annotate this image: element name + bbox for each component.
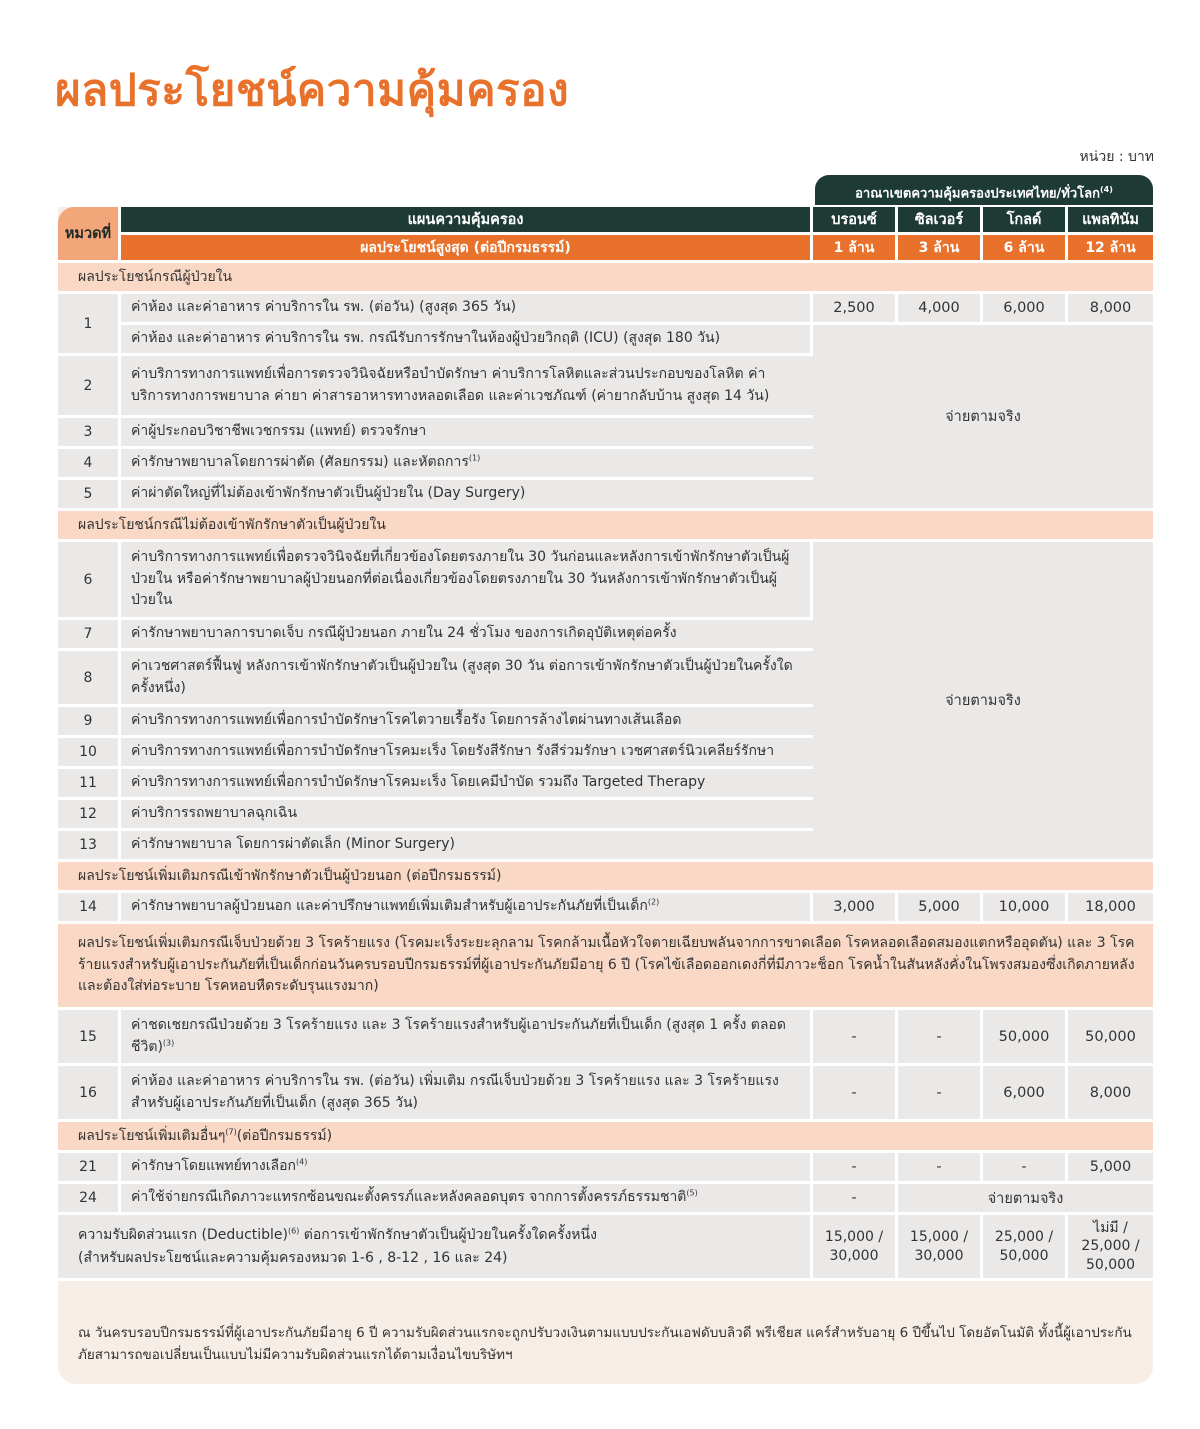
plan-silver: ซิลเวอร์ [898, 207, 983, 235]
row-description-text: ค่ารักษาพยาบาลผู้ป่วยนอก และค่าปรึกษาแพทย์เพิ่มเติมสำหรับผู้เอาประกันภัยที่เป็นเด็ก [131, 898, 648, 915]
section-header [58, 263, 1153, 294]
deductible-label-rest: ต่อการเข้าพักรักษาตัวเป็นผู้ป่วยในครั้งใดครั้งหนึ่ง [299, 1227, 597, 1244]
row-number: 16 [58, 1066, 121, 1122]
row-description-text: ค่ารักษาโดยแพทย์ทางเลือก [131, 1158, 296, 1175]
row-number: 11 [58, 769, 121, 800]
value-gold: 6,000 [983, 1066, 1068, 1122]
row-description: ค่ารักษาพยาบาลการบาดเจ็บ กรณีผู้ป่วยนอก ภายใน 24 ชั่วโมง ของการเกิดอุบัติเหตุต่อครั้ง [121, 620, 813, 651]
section-outpatient-extra: ผลประโยชน์เพิ่มเติมกรณีเข้าพักรักษาตัวเป็นผู้ป่วยนอก (ต่อปีกรมธรรม์) [58, 862, 1153, 893]
benefit-table [58, 207, 1153, 1281]
footnote-mark: (4) [1099, 185, 1113, 194]
row-number: 21 [58, 1153, 121, 1184]
table-row [58, 1153, 1153, 1184]
row-description-text: ค่าชดเชยกรณีป่วยด้วย 3 โรคร้ายแรง และ 3 โรคร้ายแรงสำหรับผู้เอาประกันภัยที่เป็นเด็ก (สูงสุด 1 ครั้ง ตลอดชีวิต) [131, 1016, 786, 1055]
value-silver: 4,000 [898, 294, 983, 325]
deductible-description [58, 1215, 813, 1281]
table-row [58, 1066, 1153, 1122]
plan-header-row [58, 207, 1153, 235]
row-description: ค่าบริการทางการแพทย์เพื่อการตรวจวินิจฉัยหรือบำบัดรักษา ค่าบริการโลหิตและส่วนประกอบของโลหิต ค่าบริการทางการพยาบาล ค่ายา ค่าสารอาหารทางหลอดเลือด และค่าเวชภัณฑ์ (ค่ายากลับบ้าน สูงสุด 14 วัน) [121, 356, 813, 418]
row-number: 1 [58, 294, 121, 356]
deductible-value: ไม่มี / [1093, 1220, 1128, 1237]
value-bronze: 3,000 [813, 893, 898, 924]
deductible-value: 50,000 [999, 1247, 1049, 1264]
row-description: ค่าห้อง และค่าอาหาร ค่าบริการใน รพ. กรณีรับการรักษาในห้องผู้ป่วยวิกฤติ (ICU) (สูงสุด 180 วัน) [121, 325, 813, 356]
deductible-line-1 [78, 1224, 800, 1246]
actual-cost-cell: จ่ายตามจริง [898, 1184, 1153, 1215]
value-platinum: 18,000 [1068, 893, 1153, 924]
row-number: 24 [58, 1184, 121, 1215]
row-description: ค่าผู้ประกอบวิชาชีพเวชกรรม (แพทย์) ตรวจรักษา [121, 418, 813, 449]
row-description [121, 1184, 813, 1215]
section-not-admitted: ผลประโยชน์กรณีไม่ต้องเข้าพักรักษาตัวเป็นผู้ป่วยใน [58, 511, 1153, 542]
row-description: ค่าบริการทางการแพทย์เพื่อการบำบัดรักษาโรคมะเร็ง โดยเคมีบำบัด รวมถึง Targeted Therapy [121, 769, 813, 800]
value-platinum: 8,000 [1068, 294, 1153, 325]
benefit-table-container [58, 207, 1153, 1384]
coverage-area-header [815, 175, 1153, 205]
page-title: ผลประโยชน์ความคุ้มครอง [55, 65, 570, 116]
section-other [58, 1122, 1153, 1153]
plan-platinum: แพลทินัม [1068, 207, 1153, 235]
actual-cost-cell: จ่ายตามจริง [813, 542, 1153, 862]
table-row [58, 1184, 1153, 1215]
footnote-mark: (6) [288, 1226, 300, 1236]
row-description [121, 449, 813, 480]
row-description: ค่าบริการทางการแพทย์เพื่อการบำบัดรักษาโรคไตวายเรื้อรัง โดยการล้างไตผ่านทางเส้นเลือด [121, 707, 813, 738]
value-silver: - [898, 1153, 983, 1184]
section-header [58, 862, 1153, 893]
row-number: 13 [58, 831, 121, 862]
deductible-value: 30,000 [829, 1247, 879, 1264]
row-number: 9 [58, 707, 121, 738]
row-number: 3 [58, 418, 121, 449]
plan-bronze: บรอนซ์ [813, 207, 898, 235]
actual-cost-cell: จ่ายตามจริง [813, 325, 1153, 511]
row-description: ค่ารักษาพยาบาล โดยการผ่าตัดเล็ก (Minor Surgery) [121, 831, 813, 862]
row-description: ค่าบริการรถพยาบาลฉุกเฉิน [121, 800, 813, 831]
value-silver: 5,000 [898, 893, 983, 924]
value-silver: - [898, 1010, 983, 1066]
footer-note: ณ วันครบรอบปีกรมธรรม์ที่ผู้เอาประกันภัยมีอายุ 6 ปี ความรับผิดส่วนแรกจะถูกปรับวงเงินตามแบบประกันเอฟดับบลิวดี พรีเชียส แคร์สำหรับอายุ 6 ปีขึ้นไป โดยอัตโนมัติ ทั้งนี้ผู้เอาประกันภัยสามารถขอเปลี่ยนเป็นแบบไม่มีความรับผิดส่วนแรกได้ตามเงื่อนไขบริษัทฯ [78, 1325, 1132, 1364]
deductible-value: 15,000 / [909, 1229, 969, 1246]
value-platinum: 8,000 [1068, 1066, 1153, 1122]
deductible-value: 50,000 [1086, 1256, 1135, 1273]
plan-header: แผนความคุ้มครอง [121, 207, 813, 235]
section-header [58, 1122, 1153, 1153]
table-row [58, 893, 1153, 924]
row-number: 4 [58, 449, 121, 480]
deductible-value: 25,000 / [994, 1229, 1054, 1246]
deductible-gold [983, 1215, 1068, 1281]
row-number: 10 [58, 738, 121, 769]
value-silver: - [898, 1066, 983, 1122]
row-number: 14 [58, 893, 121, 924]
footnote-mark: (1) [468, 453, 481, 463]
amount-bronze: 1 ล้าน [813, 235, 898, 263]
row-description: ค่าผ่าตัดใหญ่ที่ไม่ต้องเข้าพักรักษาตัวเป็นผู้ป่วยใน (Day Surgery) [121, 480, 813, 511]
row-description-text: ค่าใช้จ่ายกรณีเกิดภาวะแทรกซ้อนขณะตั้งครรภ์และหลังคลอดบุตร จากการตั้งครรภ์ธรรมชาติ [131, 1189, 687, 1206]
value-bronze: 2,500 [813, 294, 898, 325]
amount-gold: 6 ล้าน [983, 235, 1068, 263]
row-number: 7 [58, 620, 121, 651]
plan-gold: โกลด์ [983, 207, 1068, 235]
row-number: 2 [58, 356, 121, 418]
value-bronze: - [813, 1153, 898, 1184]
section-header [58, 924, 1153, 1010]
section-other-suffix: (ต่อปีกรมธรรม์) [236, 1128, 333, 1144]
amount-silver: 3 ล้าน [898, 235, 983, 263]
row-number: 5 [58, 480, 121, 511]
row-description [121, 1153, 813, 1184]
row-description: ค่าห้อง และค่าอาหาร ค่าบริการใน รพ. (ต่อวัน) (สูงสุด 365 วัน) [121, 294, 813, 325]
footnote-mark: (5) [686, 1188, 698, 1198]
value-gold: 10,000 [983, 893, 1068, 924]
section-header [58, 511, 1153, 542]
footnote-mark: (3) [162, 1037, 175, 1047]
deductible-value: 30,000 [914, 1247, 964, 1264]
row-description [121, 1010, 813, 1066]
value-gold: - [983, 1153, 1068, 1184]
section-other-label: ผลประโยชน์เพิ่มเติมอื่นๆ [78, 1128, 226, 1144]
row-description-text: ค่ารักษาพยาบาลโดยการผ่าตัด (ศัลยกรรม) และหัตถการ [131, 454, 469, 471]
value-gold: 50,000 [983, 1010, 1068, 1066]
table-row [58, 542, 1153, 620]
footnote-mark: (7) [225, 1127, 237, 1137]
row-description: ค่าบริการทางการแพทย์เพื่อตรวจวินิจฉัยที่เกี่ยวข้องโดยตรงภายใน 30 วันก่อนและหลังการเข้าพักรักษาตัวเป็นผู้ป่วยใน หรือค่ารักษาพยาบาลผู้ป่วยนอกที่ต่อเนื่องเกี่ยวข้องโดยตรงภายใน 30 วันหลังการเข้าพักรักษาตัวเป็นผู้ป่วยใน [121, 542, 813, 620]
deductible-line-2: (สำหรับผลประโยชน์และความคุ้มครองหมวด 1-6 , 8-12 , 16 และ 24) [78, 1249, 508, 1266]
value-platinum: 50,000 [1068, 1010, 1153, 1066]
row-number: 6 [58, 542, 121, 620]
deductible-bronze [813, 1215, 898, 1281]
row-number: 8 [58, 651, 121, 707]
deductible-platinum [1068, 1215, 1153, 1281]
section-critical-illness: ผลประโยชน์เพิ่มเติมกรณีเจ็บป่วยด้วย 3 โรคร้ายแรง (โรคมะเร็งระยะลุกลาม โรคกล้ามเนื้อหัวใจตายเฉียบพลันจากการขาดเลือด โรคหลอดเลือดสมองแตกหรืออุดตัน) และ 3 โรคร้ายแรงสำหรับผู้เอาประกันภัยที่เป็นเด็กก่อนวันครบรอบปีกรมธรรม์ที่ผู้เอาประกันภัยมีอายุ 6 ปี (โรคไข้เลือดออกเดงกี่ที่มีภาวะช็อก โรคน้ำในสันหลังคั่งในโพรงสมองซึ่งเกิดภายหลังและต้องใส่ท่อระบาย โรคหอบหืดระดับรุนแรงมาก) [58, 924, 1153, 1010]
section-inpatient: ผลประโยชน์กรณีผู้ป่วยใน [58, 263, 1153, 294]
row-description: ค่าห้อง และค่าอาหาร ค่าบริการใน รพ. (ต่อวัน) เพิ่มเติม กรณีเจ็บป่วยด้วย 3 โรคร้ายแรง และ 3 โรคร้ายแรงสำหรับผู้เอาประกันภัยที่เป็นเด็ก (สูงสุด 365 วัน) [121, 1066, 813, 1122]
row-description: ค่าบริการทางการแพทย์เพื่อการบำบัดรักษาโรคมะเร็ง โดยรังสีรักษา รังสีร่วมรักษา เวชศาสตร์นิวเคลียร์รักษา [121, 738, 813, 769]
max-benefit-row [58, 235, 1153, 263]
deductible-label: ความรับผิดส่วนแรก (Deductible) [78, 1227, 289, 1244]
deductible-row [58, 1215, 1153, 1281]
max-benefit-header: ผลประโยชน์สูงสุด (ต่อปีกรมธรรม์) [121, 235, 813, 263]
value-bronze: - [813, 1066, 898, 1122]
coverage-area-label: อาณาเขตความคุ้มครองประเทศไทย/ทั่วโลก [855, 186, 1100, 202]
footnote-mark: (4) [296, 1157, 308, 1167]
row-description: ค่าเวชศาสตร์ฟื้นฟู หลังการเข้าพักรักษาตัวเป็นผู้ป่วยใน (สูงสุด 30 วัน ต่อการเข้าพักรักษาตัวเป็นผู้ป่วยในครั้งใดครั้งหนึ่ง) [121, 651, 813, 707]
row-number: 12 [58, 800, 121, 831]
row-description [121, 893, 813, 924]
category-header: หมวดที่ [58, 207, 121, 263]
deductible-silver [898, 1215, 983, 1281]
value-bronze: - [813, 1184, 898, 1215]
unit-note: หน่วย : บาท [1079, 149, 1154, 165]
table-row [58, 1010, 1153, 1066]
value-platinum: 5,000 [1068, 1153, 1153, 1184]
table-row [58, 325, 1153, 356]
deductible-value: 15,000 / [824, 1229, 884, 1246]
table-row [58, 294, 1153, 325]
deductible-value: 25,000 / [1081, 1238, 1140, 1255]
row-number: 15 [58, 1010, 121, 1066]
footnote-mark: (2) [647, 897, 660, 907]
value-bronze: - [813, 1010, 898, 1066]
amount-platinum: 12 ล้าน [1068, 235, 1153, 263]
value-gold: 6,000 [983, 294, 1068, 325]
